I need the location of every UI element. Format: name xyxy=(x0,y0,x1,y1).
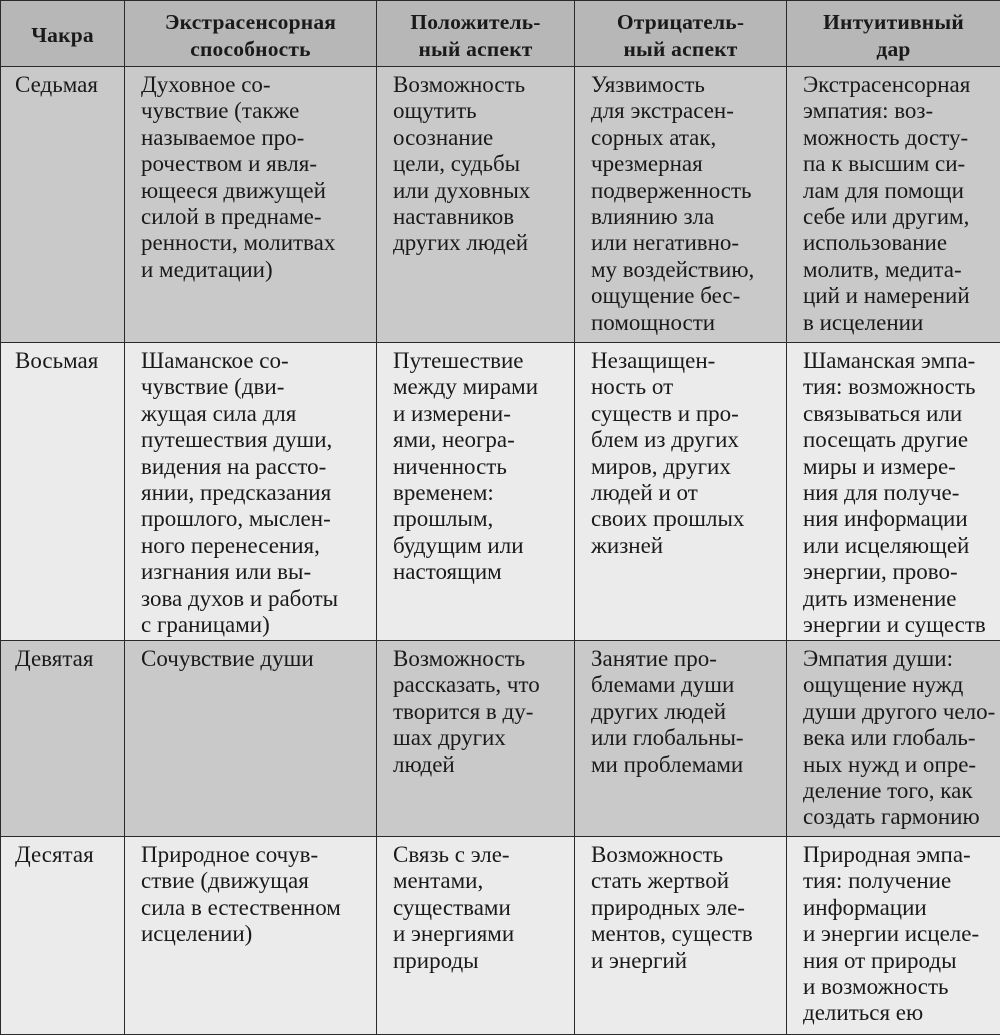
positive-cell xyxy=(377,641,575,837)
cell-text-line: шах других xyxy=(393,725,568,751)
cell-text-line: Отрицатель- xyxy=(583,9,778,36)
cell-text-line: ных нужд и опре- xyxy=(803,752,994,778)
cell-text-line: Чакра xyxy=(9,22,116,49)
cell-text-line: путешествия души, xyxy=(141,427,370,453)
cell-text-line: влиянию зла xyxy=(591,204,780,230)
gift-cell xyxy=(787,67,1000,343)
cell-text-line: души другого чело- xyxy=(803,699,994,725)
table-row xyxy=(1,343,1000,641)
cell-text-line: Сочувствие души xyxy=(141,646,370,672)
gift-cell xyxy=(787,641,1000,837)
cell-text-line: посещать другие xyxy=(803,427,994,453)
cell-text-line: в исцелении xyxy=(803,310,994,336)
cell-text-line: сила в естественном xyxy=(141,895,370,921)
cell-text-line: рассказать, что xyxy=(393,672,568,698)
cell-text-line: лам для помощи xyxy=(803,178,994,204)
cell-text-line: людей xyxy=(393,752,568,778)
chakra-cell: Девятая xyxy=(1,641,125,837)
table-row xyxy=(1,837,1000,1035)
cell-text-line: сорных атак, xyxy=(591,125,780,151)
cell-text-line: исцелении) xyxy=(141,921,370,947)
positive-cell xyxy=(377,67,575,343)
cell-text-line: Духовное со- xyxy=(141,72,370,98)
cell-text-line: ния информации xyxy=(803,506,994,532)
header-negative xyxy=(575,1,787,67)
cell-text-line: ния для получе- xyxy=(803,480,994,506)
gift-cell xyxy=(787,837,1000,1035)
cell-text-line: силой в преднаме- xyxy=(141,204,370,230)
cell-text-line: и энергиями xyxy=(393,921,568,947)
cell-text-line: ощутить xyxy=(393,98,568,124)
ability-cell xyxy=(125,837,377,1035)
header-row xyxy=(1,1,1000,67)
cell-text-line: Возможность xyxy=(393,646,568,672)
cell-text-line: ниченность xyxy=(393,454,568,480)
cell-text-line: или негативно- xyxy=(591,230,780,256)
cell-text-line: Уязвимость xyxy=(591,72,780,98)
cell-text-line: или исцеляющей xyxy=(803,533,994,559)
cell-text-line: творится в ду- xyxy=(393,699,568,725)
ability-cell xyxy=(125,343,377,641)
cell-text-line: Природное сочув- xyxy=(141,842,370,868)
cell-text-line: ность от xyxy=(591,374,780,400)
cell-text-line: му воздействию, xyxy=(591,257,780,283)
cell-text-line: будущим или xyxy=(393,533,568,559)
cell-text-line: Возможность xyxy=(591,842,780,868)
cell-text-line: людей и от xyxy=(591,480,780,506)
cell-text-line: деление того, как xyxy=(803,778,994,804)
cell-text-line: века или глобаль- xyxy=(803,725,994,751)
cell-text-line: ми проблемами xyxy=(591,752,780,778)
cell-text-line: использование xyxy=(803,230,994,256)
cell-text-line: Связь с эле- xyxy=(393,842,568,868)
cell-text-line: для экстрасен- xyxy=(591,98,780,124)
cell-text-line: природных эле- xyxy=(591,895,780,921)
cell-text-line: можность досту- xyxy=(803,125,994,151)
positive-cell xyxy=(377,837,575,1035)
cell-text-line: ощущение бес- xyxy=(591,283,780,309)
cell-text-line: ментов, существ xyxy=(591,921,780,947)
cell-text-line: ями, неогра- xyxy=(393,427,568,453)
cell-text-line: энергии и существ xyxy=(803,612,994,638)
cell-text-line: между мирами xyxy=(393,374,568,400)
header-positive xyxy=(377,1,575,67)
cell-text-line: и возможность xyxy=(803,974,994,1000)
cell-text-line: Занятие про- xyxy=(591,646,780,672)
cell-text-line: и медитации) xyxy=(141,257,370,283)
cell-text-line: помощности xyxy=(591,310,780,336)
cell-text-line: настоящим xyxy=(393,559,568,585)
cell-text-line: с границами) xyxy=(141,612,370,638)
cell-text-line: блем из других xyxy=(591,427,780,453)
cell-text-line: рочеством и явля- xyxy=(141,151,370,177)
cell-text-line: ный аспект xyxy=(385,36,566,63)
negative-cell xyxy=(575,67,787,343)
cell-text-line: способность xyxy=(133,36,368,63)
cell-text-line: Шаманская эмпа- xyxy=(803,348,994,374)
cell-text-line: ренности, молитвах xyxy=(141,230,370,256)
chakra-cell: Восьмая xyxy=(1,343,125,641)
cell-text-line: дар xyxy=(795,36,992,63)
cell-text-line: цели, судьбы xyxy=(393,151,568,177)
cell-text-line: жущая сила для xyxy=(141,401,370,427)
cell-text-line: ций и намерений xyxy=(803,283,994,309)
cell-text-line: Эмпатия души: xyxy=(803,646,994,672)
cell-text-line: прошлого, мыслен- xyxy=(141,506,370,532)
header-chakra xyxy=(1,1,125,67)
cell-text-line: Возможность xyxy=(393,72,568,98)
cell-text-line: Незащищен- xyxy=(591,348,780,374)
cell-text-line: изгнания или вы- xyxy=(141,559,370,585)
cell-text-line: наставников xyxy=(393,204,568,230)
cell-text-line: тия: возможность xyxy=(803,374,994,400)
header-ability xyxy=(125,1,377,67)
cell-text-line: видения на рассто- xyxy=(141,454,370,480)
cell-text-line: жизней xyxy=(591,533,780,559)
cell-text-line: осознание xyxy=(393,125,568,151)
cell-text-line: ментами, xyxy=(393,868,568,894)
cell-text-line: энергии, прово- xyxy=(803,559,994,585)
cell-text-line: ный аспект xyxy=(583,36,778,63)
cell-text-line: своих прошлых xyxy=(591,506,780,532)
cell-text-line: и энергии исцеле- xyxy=(803,921,994,947)
cell-text-line: Путешествие xyxy=(393,348,568,374)
cell-text-line: и измерени- xyxy=(393,401,568,427)
cell-text-line: или глобальны- xyxy=(591,725,780,751)
cell-text-line: и энергий xyxy=(591,948,780,974)
ability-cell xyxy=(125,641,377,837)
cell-text-line: Положитель- xyxy=(385,9,566,36)
cell-text-line: тия: получение xyxy=(803,868,994,894)
cell-text-line: ствие (движущая xyxy=(141,868,370,894)
cell-text-line: информации xyxy=(803,895,994,921)
cell-text-line: янии, предсказания xyxy=(141,480,370,506)
cell-text-line: стать жертвой xyxy=(591,868,780,894)
cell-text-line: других людей xyxy=(591,699,780,725)
cell-text-line: ния от природы xyxy=(803,948,994,974)
cell-text-line: чрезмерная xyxy=(591,151,780,177)
chakra-cell: Седьмая xyxy=(1,67,125,343)
cell-text-line: Интуитивный xyxy=(795,9,992,36)
cell-text-line: чувствие (также xyxy=(141,98,370,124)
positive-cell xyxy=(377,343,575,641)
cell-text-line: прошлым, xyxy=(393,506,568,532)
cell-text-line: других людей xyxy=(393,230,568,256)
cell-text-line: делиться ею xyxy=(803,1000,994,1026)
cell-text-line: существами xyxy=(393,895,568,921)
table-row xyxy=(1,67,1000,343)
cell-text-line: молитв, медита- xyxy=(803,257,994,283)
ability-cell xyxy=(125,67,377,343)
cell-text-line: природы xyxy=(393,948,568,974)
gift-cell xyxy=(787,343,1000,641)
cell-text-line: создать гармонию xyxy=(803,804,994,830)
cell-text-line: ощущение нужд xyxy=(803,672,994,698)
header-gift xyxy=(787,1,1000,67)
cell-text-line: ющееся движущей xyxy=(141,178,370,204)
cell-text-line: миров, других xyxy=(591,454,780,480)
cell-text-line: чувствие (дви- xyxy=(141,374,370,400)
chakra-cell: Десятая xyxy=(1,837,125,1035)
cell-text-line: временем: xyxy=(393,480,568,506)
negative-cell xyxy=(575,837,787,1035)
cell-text-line: блемами души xyxy=(591,672,780,698)
cell-text-line: зова духов и работы xyxy=(141,586,370,612)
cell-text-line: Природная эмпа- xyxy=(803,842,994,868)
cell-text-line: миры и измере- xyxy=(803,454,994,480)
cell-text-line: называемое про- xyxy=(141,125,370,151)
negative-cell xyxy=(575,641,787,837)
cell-text-line: себе или другим, xyxy=(803,204,994,230)
cell-text-line: связываться или xyxy=(803,401,994,427)
cell-text-line: Экстрасенсорная xyxy=(803,72,994,98)
cell-text-line: па к высшим си- xyxy=(803,151,994,177)
cell-text-line: подверженность xyxy=(591,178,780,204)
cell-text-line: Шаманское со- xyxy=(141,348,370,374)
cell-text-line: дить изменение xyxy=(803,586,994,612)
cell-text-line: ного перенесения, xyxy=(141,533,370,559)
table-row xyxy=(1,641,1000,837)
cell-text-line: существ и про- xyxy=(591,401,780,427)
cell-text-line: Экстрасенсорная xyxy=(133,9,368,36)
cell-text-line: или духовных xyxy=(393,178,568,204)
cell-text-line: эмпатия: воз- xyxy=(803,98,994,124)
negative-cell xyxy=(575,343,787,641)
